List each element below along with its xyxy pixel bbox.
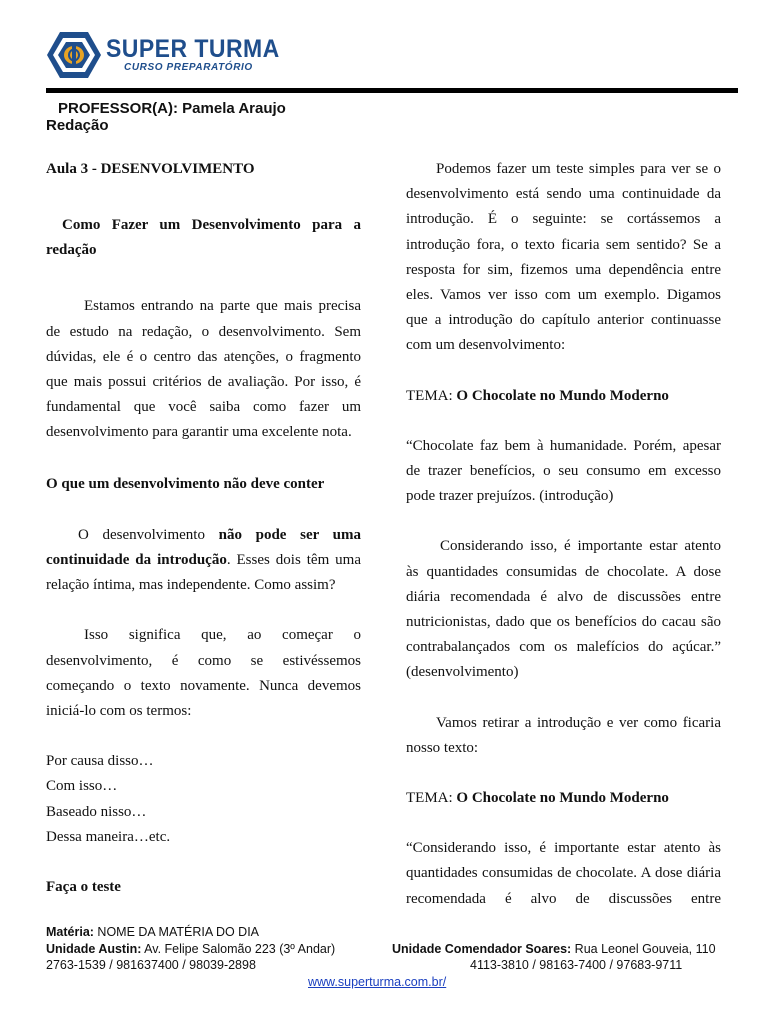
remove-paragraph: Vamos retirar a introdução e ver como ficaria nosso texto: xyxy=(406,714,721,756)
unit2-label: Unidade Comendador Soares: xyxy=(392,941,572,956)
tema-line xyxy=(406,384,721,409)
tema-value-2: O Chocolate no Mundo Moderno xyxy=(456,790,669,807)
materia-value: NOME DA MATÉRIA DO DIA xyxy=(93,925,260,939)
unit2 xyxy=(392,941,716,958)
professor-line: PROFESSOR(A): Pamela Araujo xyxy=(58,100,286,117)
unit2-phones: 4113-3810 / 98163-7400 / 97683-9711 xyxy=(470,958,683,972)
section-heading-como-fazer: Como Fazer um Desenvolvimento para a redação xyxy=(46,217,361,259)
tema-line-2 xyxy=(406,786,721,811)
test-heading: Faça o teste xyxy=(46,879,121,896)
example-development: Considerando isso, é importante estar atento às quantidades consumidas de chocolate. A dose diária recomendada é alvo de discussões entre nutricionistas, dado que os benefícios do cacau são contrabalançados com os malefícios do açúcar.” (desenvolvimento) xyxy=(406,538,721,681)
brand xyxy=(106,36,295,74)
left-column xyxy=(46,157,361,900)
footer xyxy=(46,924,726,974)
test-paragraph: Podemos fazer um teste simples para ver se o desenvolvimento está sendo uma continuidade da introdução. É o seguinte: se cortássemos a introdução fora, o texto ficaria sem sentido? Se a resposta for sim, fizemos uma dependência entre eles. Vamos ver isso com um exemplo. Digamos que a introdução do capítulo anterior continuasse com um desenvolvimento: xyxy=(406,161,721,354)
tema-label: TEMA: xyxy=(406,387,457,404)
header-divider xyxy=(46,88,738,93)
tema-label-2: TEMA: xyxy=(406,790,457,807)
unit1-address: Av. Felipe Salomão 223 (3º Andar) xyxy=(141,941,336,956)
example-intro: “Chocolate faz bem à humanidade. Porém, apesar de trazer benefícios, o seu consumo em excesso pode trazer prejuízos. (introdução) xyxy=(406,437,721,505)
website-link[interactable]: www.superturma.com.br/ xyxy=(308,975,447,989)
footer-materia xyxy=(46,924,726,941)
unit2-address: Rua Leonel Gouveia, 110 xyxy=(571,941,716,956)
term-item: Baseado nisso… xyxy=(46,803,147,820)
rule-pre: O desenvolvimento xyxy=(78,526,219,543)
brand-subtitle: CURSO PREPARATÓRIO xyxy=(124,62,253,73)
rule-emphasis: não pode ser uma continuidade da introdução xyxy=(46,526,361,569)
section-heading-nao-deve-conter: O que um desenvolvimento não deve conter xyxy=(46,475,325,492)
intro-paragraph: Estamos entrando na parte que mais precisa de estudo na redação, o desenvolvimento. Sem dúvidas, ele é o centro das atenções, o fragmento que mais possui critérios de avaliação. Por isso, é fundamental que você saiba como fazer um desenvolvimento para garantir uma excelente nota. xyxy=(46,298,361,441)
rule-post: . Esses dois têm uma relação íntima, mas independente. Como assim? xyxy=(46,552,362,594)
footer-units xyxy=(46,941,726,958)
super-turma-logo-icon xyxy=(46,31,102,79)
materia-label: Matéria: xyxy=(46,925,94,939)
term-item: Por causa disso… xyxy=(46,753,154,770)
footer-phones xyxy=(46,957,726,974)
lesson-title: Aula 3 - DESENVOLVIMENTO xyxy=(46,161,255,177)
unit1-phones: 2763-1539 / 981637400 / 98039-2898 xyxy=(46,958,256,972)
brand-name: SUPER TURMA xyxy=(106,35,280,63)
right-column xyxy=(406,157,721,912)
term-item: Com isso… xyxy=(46,778,118,795)
tema-value: O Chocolate no Mundo Moderno xyxy=(456,387,669,404)
unit1-label: Unidade Austin: xyxy=(46,941,142,956)
example-development-2: “Considerando isso, é importante estar atento às quantidades consumidas de chocolate. A dose diária recomendada é alvo de discussões entre xyxy=(406,840,721,907)
term-item: Dessa maneira…etc. xyxy=(46,828,171,845)
rule-paragraph xyxy=(46,523,361,599)
explain-paragraph: Isso significa que, ao começar o desenvolvimento, é como se estivéssemos começando o texto novamente. Nunca devemos iniciá-lo com os termos: xyxy=(46,627,361,720)
subject-line: Redação xyxy=(46,117,109,134)
